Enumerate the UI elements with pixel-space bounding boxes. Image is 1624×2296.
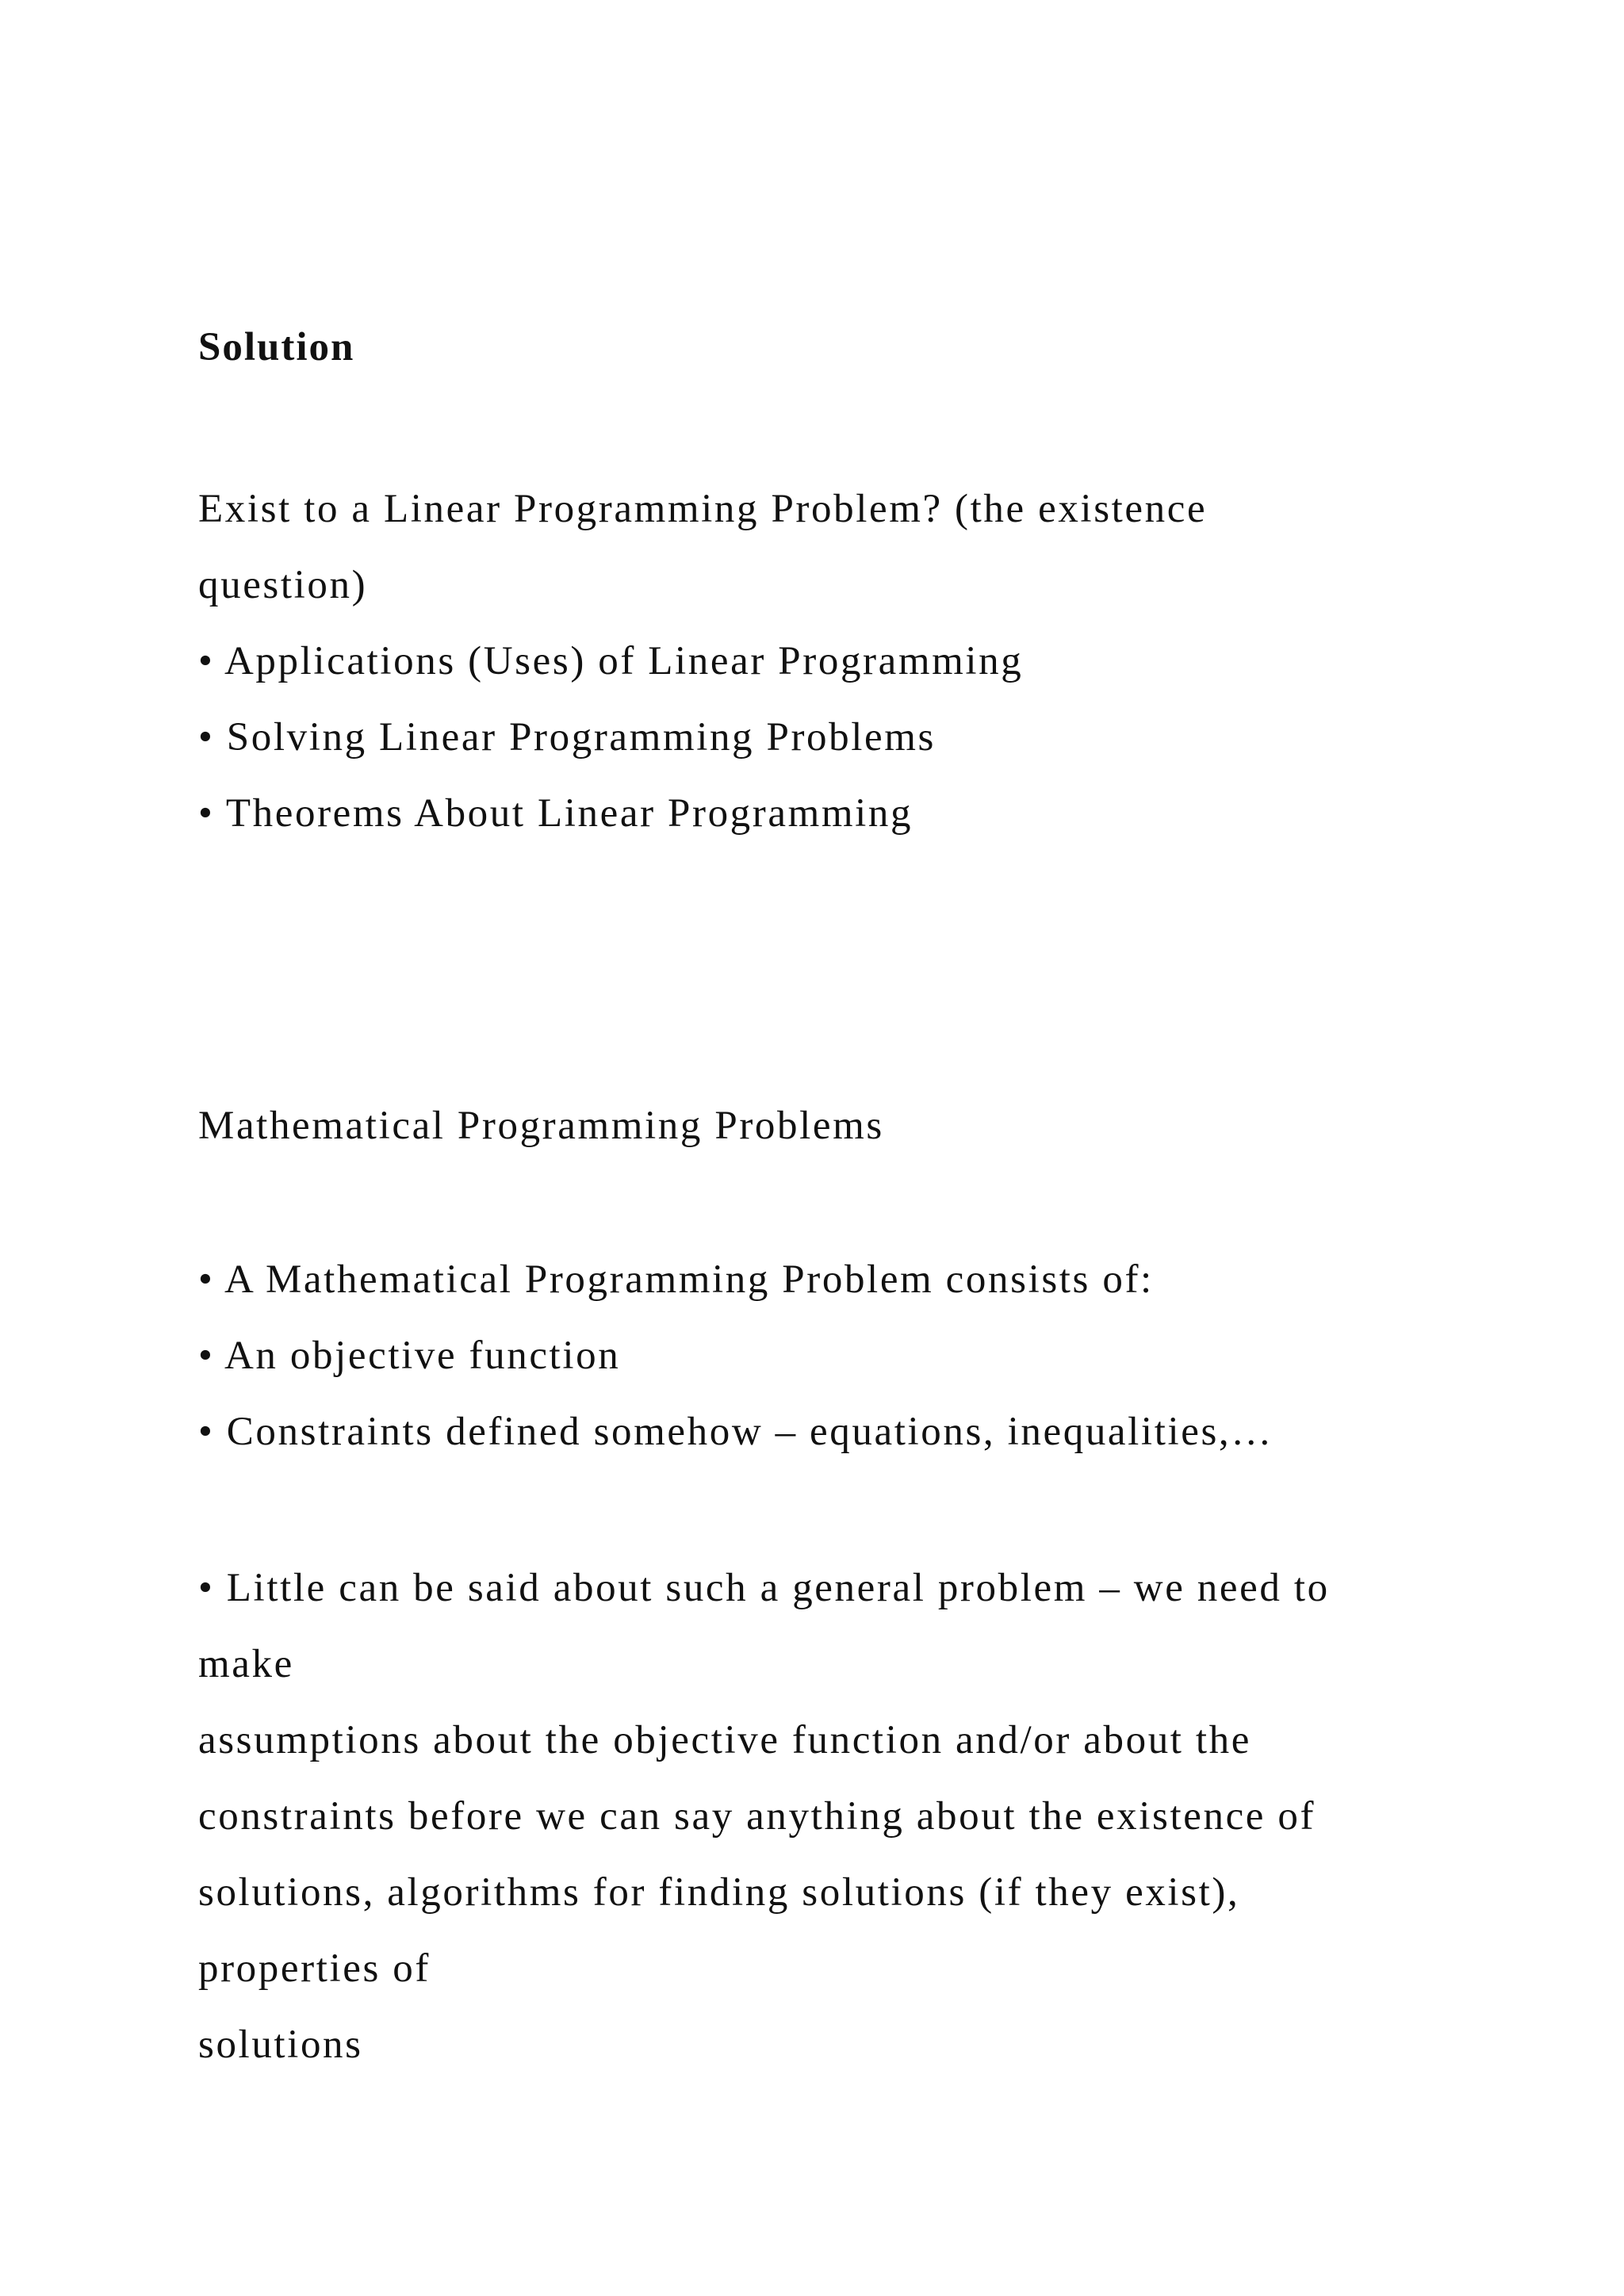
intro-line: Exist to a Linear Programming Problem? (the existence [198,487,1208,531]
paragraph-line: • Little can be said about such a general problem – we need to [198,1566,1330,1610]
list-item: • Solving Linear Programming Problems [198,715,936,760]
paragraph-line: make [198,1642,294,1686]
intro-line: question) [198,563,368,607]
list-item: • Theorems About Linear Programming [198,791,914,836]
section-title: Mathematical Programming Problems [198,1104,884,1148]
paragraph-line: constraints before we can say anything about the existence of [198,1794,1316,1839]
paragraph-line: assumptions about the objective function and/or about the [198,1718,1252,1762]
list-item: • Constraints defined somehow – equations, inequalities,… [198,1410,1274,1454]
list-item: • An objective function [198,1334,621,1378]
paragraph-line: properties of [198,1946,431,1991]
page-heading: Solution [198,325,355,369]
list-item: • A Mathematical Programming Problem consists of: [198,1257,1154,1302]
paragraph-line: solutions [198,2022,363,2067]
paragraph-line: solutions, algorithms for finding solutions (if they exist), [198,1870,1240,1915]
list-item: • Applications (Uses) of Linear Programming [198,639,1024,683]
